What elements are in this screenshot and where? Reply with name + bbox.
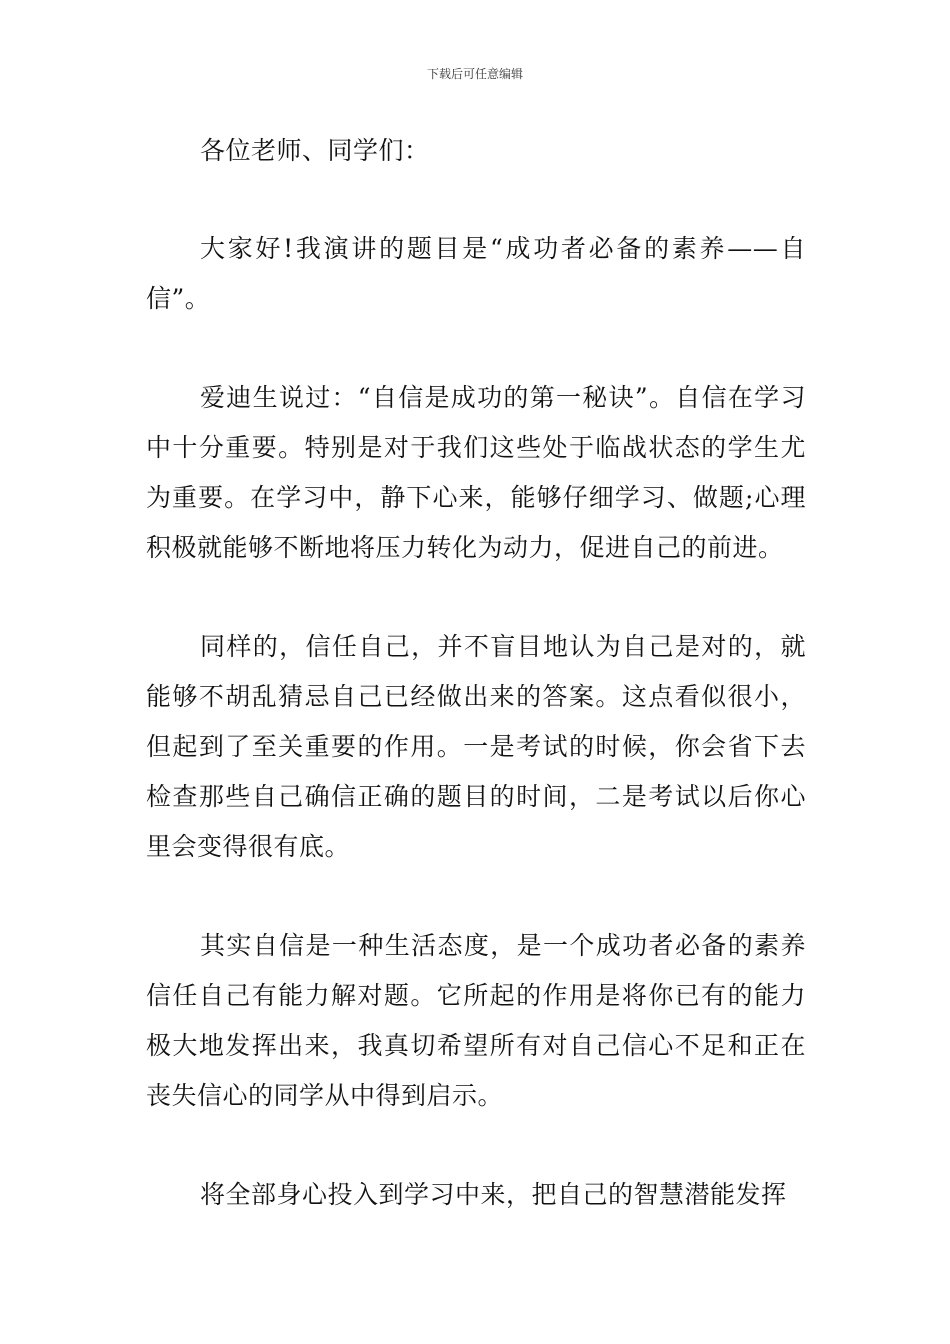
paragraph-devotion: 将全部身心投入到学习中来，把自己的智慧潜能发挥: [200, 1180, 787, 1209]
paragraph-intro: 大家好!我演讲的题目是“成功者必备的素养——自信”。: [146, 234, 806, 313]
paragraph-greeting: 各位老师、同学们：: [200, 136, 430, 165]
paragraph-edison-quote: 爱迪生说过：“自信是成功的第一秘诀”。自信在学习中十分重要。特别是对于我们这些处于临战状态的学生尤为重要。在学习中，静下心来，能够仔细学习、做题;心理积极就能够不断地将压力转化为动力，促进自己的前进。: [146, 383, 806, 562]
page-header-note: 下载后可任意编辑: [426, 67, 523, 81]
paragraph-trust-yourself: 同样的，信任自己，并不盲目地认为自己是对的，就能够不胡乱猜忌自己已经做出来的答案。这点看似很小，但起到了至关重要的作用。一是考试的时候，你会省下去检查那些自己确信正确的题目的时间，二是考试以后你心里会变得很有底。: [146, 632, 806, 861]
paragraph-life-attitude: 其实自信是一种生活态度，是一个成功者必备的素养信任自己有能力解对题。它所起的作用是将你已有的能力极大地发挥出来，我真切希望所有对自己信心不足和正在丧失信心的同学从中得到启示。: [146, 931, 806, 1110]
document-body: [146, 126, 806, 1269]
